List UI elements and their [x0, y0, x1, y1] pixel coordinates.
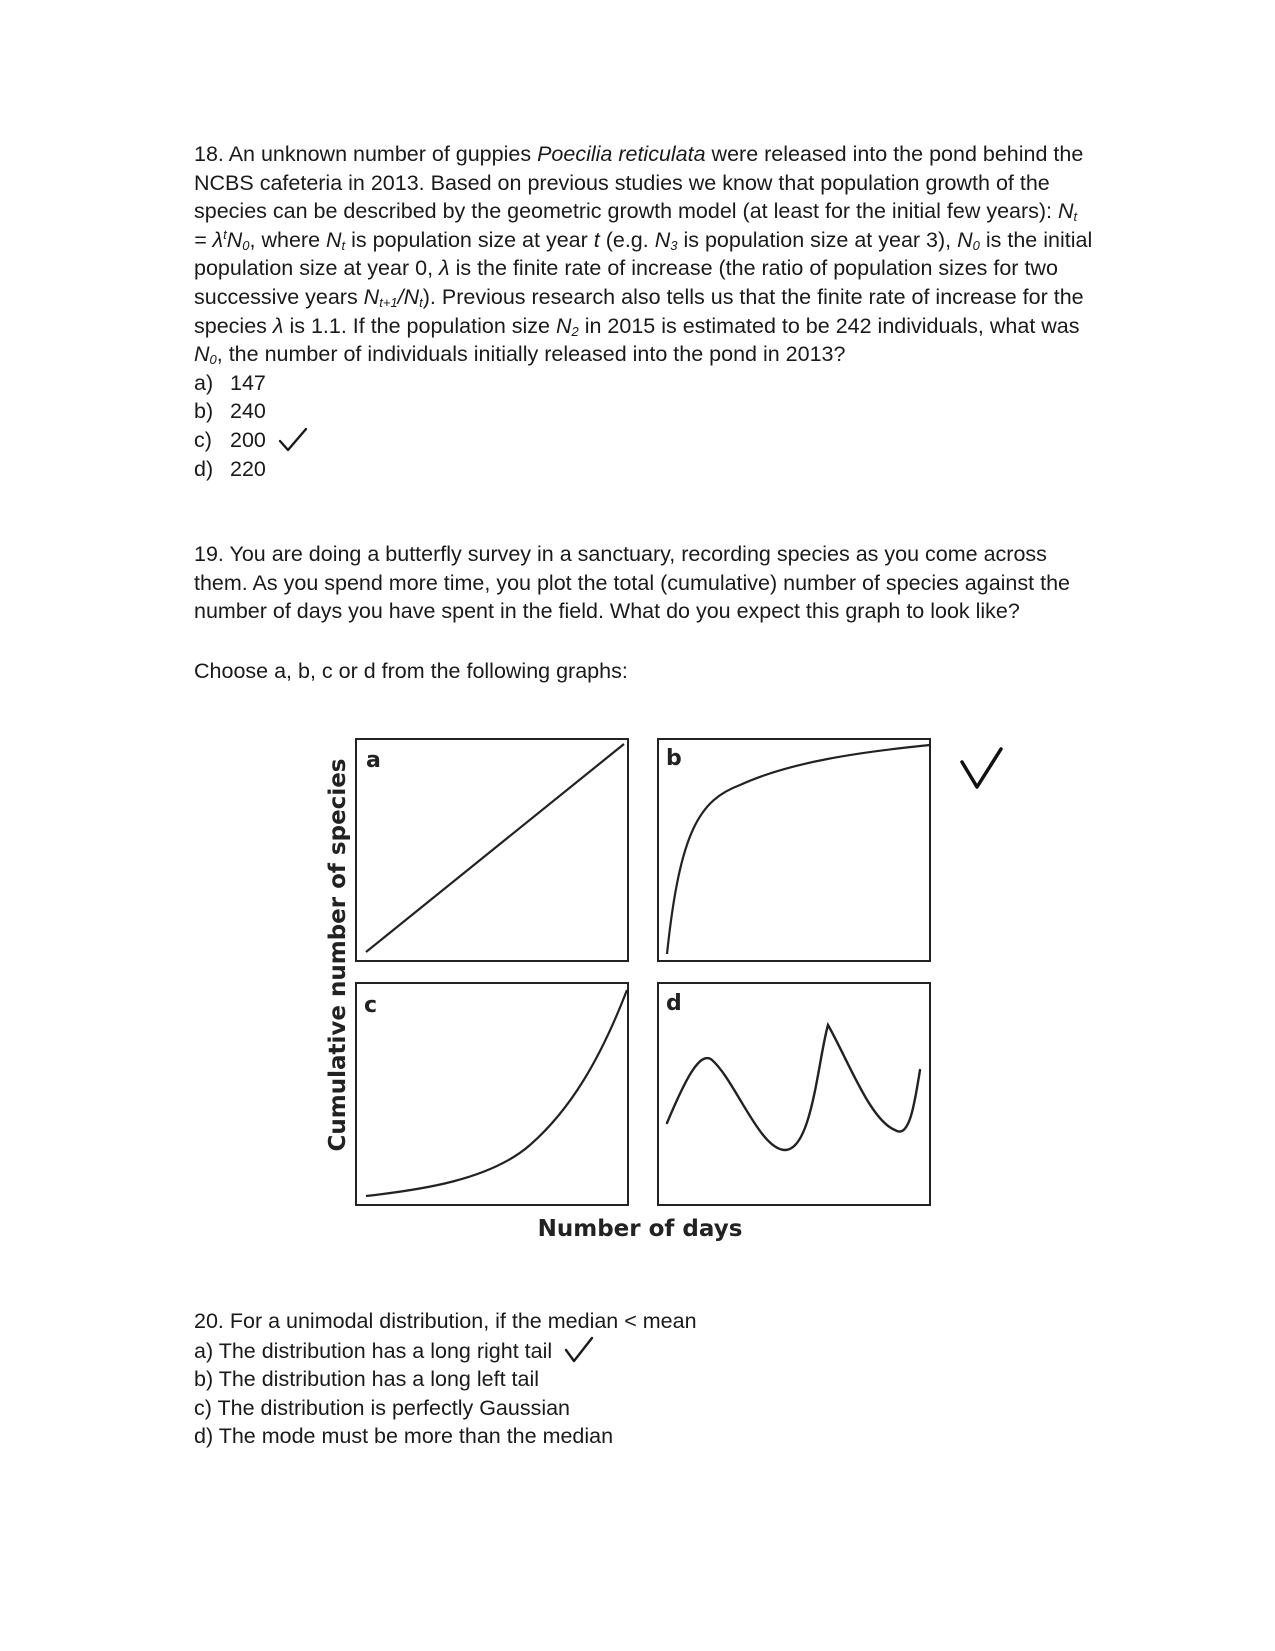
panel-a-label: a	[366, 748, 381, 773]
panel-c-label: c	[364, 993, 378, 1018]
option-a[interactable]	[194, 369, 1094, 398]
option-letter: a)	[194, 370, 214, 395]
option-d[interactable]	[194, 1422, 1094, 1451]
panel-b-frame	[658, 739, 930, 961]
q18-text-part: , the number of individuals initially released into the pond in 2013?	[216, 342, 846, 367]
check-mark-icon	[278, 427, 308, 453]
q18-text-part: were released into the pond behind the NCBS cafeteria in 2013. Based on previous studies we know that population growth of the species can be described by the geometric growth model (at least for the initial few years):	[194, 142, 1084, 224]
option-b[interactable]	[194, 1365, 1094, 1394]
q18-text-part: An unknown number of guppies	[228, 142, 538, 166]
panel-d-label: d	[666, 991, 682, 1016]
symbol-lambda: λ	[439, 256, 450, 281]
panel-b-label: b	[666, 746, 682, 771]
symbol-N3: $N_3$	[654, 227, 678, 253]
question-18	[194, 140, 1094, 483]
option-b[interactable]	[194, 397, 1094, 426]
panel-b-curve	[667, 745, 930, 954]
option-value: 240	[230, 399, 266, 424]
panel-c-curve	[366, 990, 627, 1196]
option-letter: c)	[194, 427, 212, 452]
option-letter: d)	[194, 456, 214, 481]
question-19-text: 19. You are doing a butterfly survey in a sanctuary, recording species as you come across them. As you spend more time, you plot the total (cumulative) number of species against the number of days you have spent in the field. What do you expect this graph to look like?	[194, 542, 1070, 624]
y-axis-label: Cumulative number of species	[325, 758, 351, 1152]
question-20	[194, 1307, 1094, 1451]
panel-d-frame	[658, 983, 930, 1205]
option-c[interactable]	[194, 426, 1094, 455]
panel-d[interactable]	[658, 983, 930, 1205]
symbol-Nt: $N_t$	[326, 227, 346, 253]
species-name: Poecilia reticulata	[537, 142, 706, 166]
q18-text-part: in 2015 is estimated to be 242 individuals, what was	[578, 313, 1080, 338]
option-letter: b)	[194, 399, 214, 424]
panel-a-frame	[356, 739, 628, 961]
panel-d-curve	[667, 1025, 920, 1150]
q18-text-part: is 1.1. If the population size	[283, 313, 556, 338]
option-value: 220	[230, 456, 266, 481]
symbol-N0: $N_0$	[957, 227, 980, 253]
panel-a[interactable]	[356, 739, 628, 961]
option-value: 147	[230, 370, 266, 395]
q18-text-part: ). Previous research also tells us that the finite rate of increase for the species	[194, 284, 1084, 338]
option-c[interactable]	[194, 1394, 1094, 1423]
option-text: b) The distribution has a long left tail	[194, 1367, 539, 1392]
q18-text-part: is population size at year 3),	[677, 227, 958, 252]
formula: $N_t = \lambda^tN_0$	[194, 199, 1078, 253]
q18-text-part: , where	[249, 227, 326, 252]
choose-instruction: Choose a, b, c or d from the following graphs:	[194, 659, 628, 683]
check-mark-icon	[962, 749, 1001, 787]
symbol-lambda: λ	[272, 313, 284, 338]
q18-text-part: is the initial population size at year 0,	[194, 227, 1093, 281]
symbol-ratio: $N_{t+1}/N_t$	[363, 284, 423, 310]
question-number: 18.	[194, 142, 224, 166]
symbol-N0: $N_0$	[194, 342, 217, 368]
question-18-text	[194, 140, 1094, 369]
question-20-options	[194, 1336, 1094, 1451]
option-text: a) The distribution has a long right tail	[194, 1338, 553, 1363]
question-19	[194, 540, 1094, 626]
question-19-instruction	[194, 657, 1094, 686]
check-mark-icon	[564, 1336, 594, 1364]
option-value: 200	[230, 427, 266, 452]
x-axis-label: Number of days	[537, 1216, 743, 1242]
panel-c-frame	[356, 983, 628, 1205]
q18-text-part: is the finite rate of increase (the ratio of population sizes for two successive years	[194, 256, 1058, 309]
option-text: c) The distribution is perfectly Gaussian	[194, 1395, 571, 1420]
q18-text-part: (e.g.	[599, 227, 655, 252]
option-d[interactable]	[194, 455, 1094, 484]
panel-c[interactable]	[356, 983, 628, 1205]
option-a[interactable]	[194, 1336, 1094, 1366]
symbol-t: t	[593, 227, 600, 252]
panel-a-curve	[366, 744, 624, 952]
panel-b[interactable]	[658, 739, 930, 961]
question-18-options	[194, 369, 1094, 483]
question-20-text: 20. For a unimodal distribution, if the median < mean	[194, 1309, 697, 1333]
q18-text-part: is population size at year	[345, 227, 594, 252]
option-text: d) The mode must be more than the median	[194, 1424, 614, 1449]
symbol-N2: $N_2$	[555, 313, 579, 339]
